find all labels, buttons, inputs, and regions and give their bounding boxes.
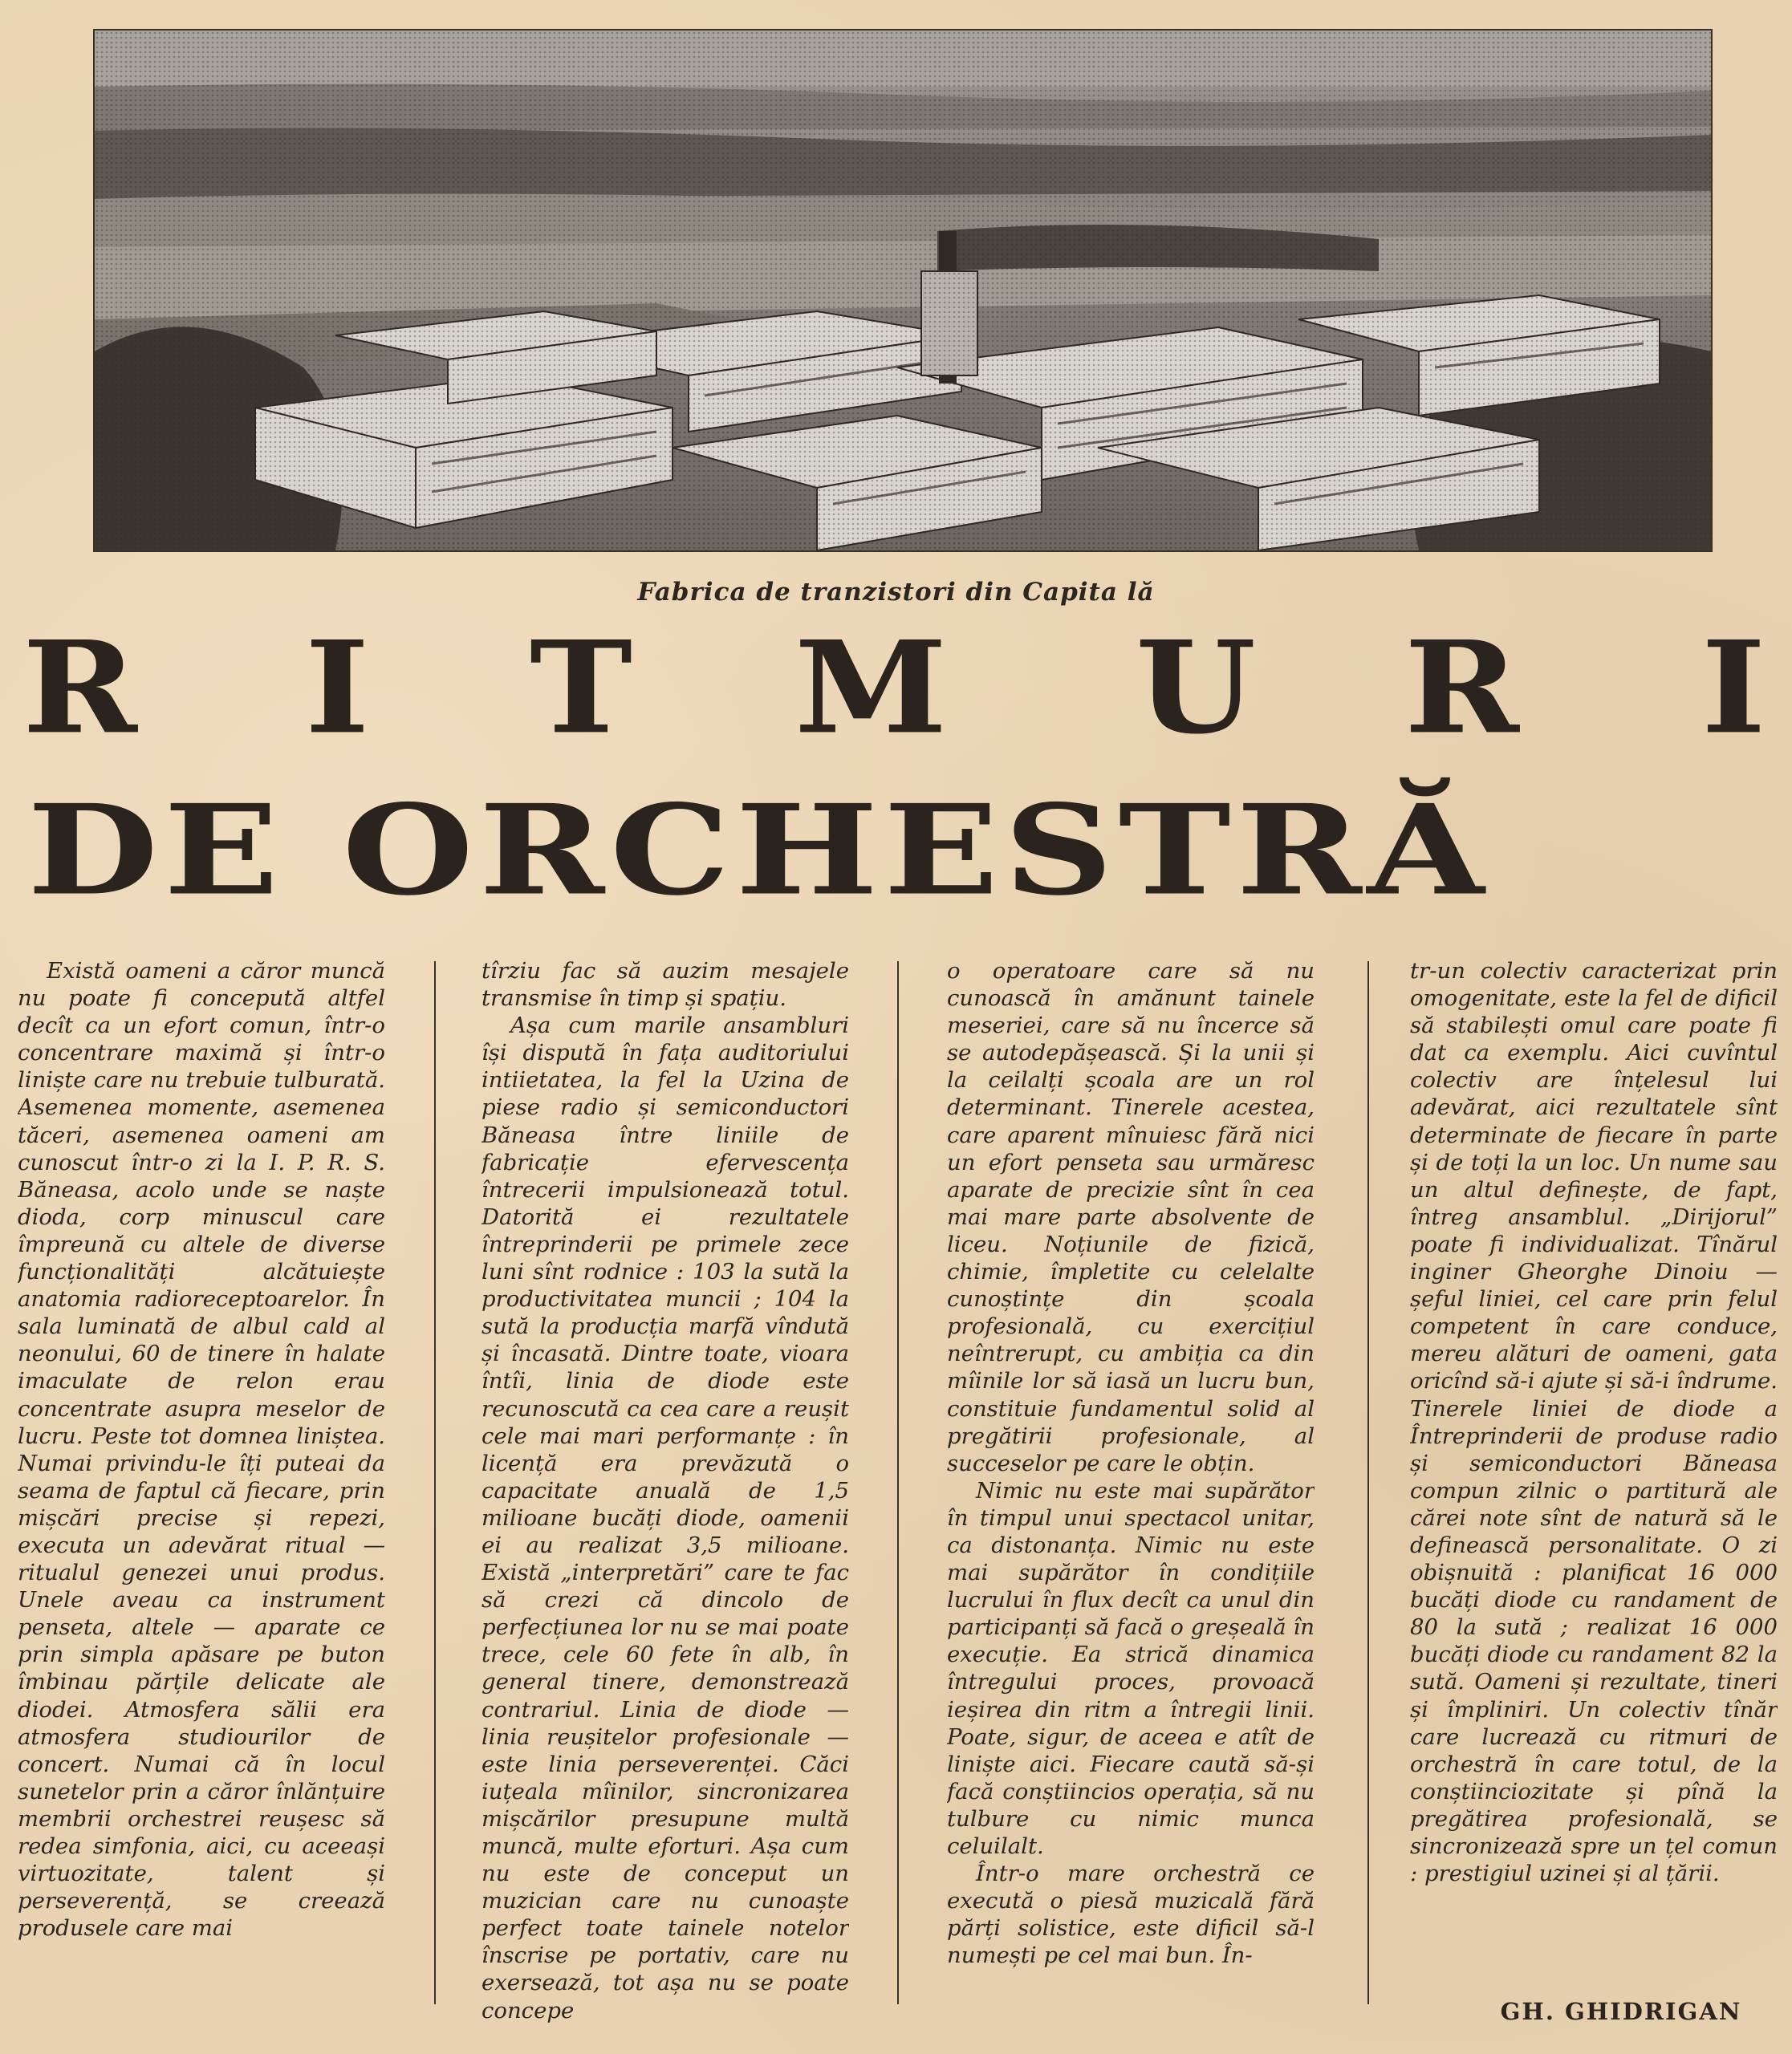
article-paragraph: Așa cum marile ansambluri își dispută în fața auditoriului intiietatea, la fel la Uzina de piese radio și semiconductori Băneasa între liniile de fabricație efervescența întrecerii impulsionează totul. Datorită ei rezultatele întreprinderii pe primele zece luni sînt rodnice : 103 la sută la productivitatea muncii ; 104 la sută la producția marfă vîndută și încasată. Dintre toate, vioara întîi, linia de diode este recunoscută ca cea care a reușit cele mai mari performanțe : în licență era prevăzută o capacitate anuală de 1,5 milioane bucăți diode, oamenii ei au realizat 3,5 milioane. Există „interpretări” care te fac să crezi că dincolo de perfecțiunea lor nu se mai poate trece, cele 60 fete în alb, în general tinere, demonstrează contrariul. Linia de diode — linia reușitelor profesionale — este linia perseverenței. Căci iuțeala mîinilor, sincronizarea mișcărilor presupune multă muncă, multe eforturi. Așa cum nu este de conceput un muzician care nu cunoaște perfect toate tainele notelor înscrise pe portativ, care nu exersează, tot așa nu se poate concepe: [482, 1013, 849, 2024]
article-paragraph: tîrziu fac să auzim mesajele transmise în timp și spațiu.: [482, 958, 849, 1012]
headline-text: DE ORCHESTRĂ: [27, 777, 1490, 923]
column-rule: [434, 961, 436, 2004]
author-byline: GH. GHIDRIGAN: [1500, 1998, 1742, 2025]
headline-letter: I: [1701, 612, 1766, 763]
column-rule: [1367, 961, 1369, 2004]
article-paragraph: Într-o mare orchestră ce execută o piesă muzicală fără părți solistice, este dificil să-l numești pe cel mai bun. În-: [947, 1861, 1315, 1969]
headline-letter: U: [1136, 612, 1256, 763]
headline-letter: R: [22, 612, 137, 763]
article-paragraph: o operatoare care să nu cunoască în amănunt tainele meseriei, care să nu încerce să se autodepășească. Și la unii și la ceilalți școala are un rol determinant. Tinerele acestea, care aparent mînuiesc fără nici un efort penseta sau urmăresc aparate de precizie sînt în cea mai mare parte absolvente de liceu. Noțiunile de fizică, chimie, împletite cu celelalte cunoștințe din școala profesională, cu exercițiul neîntrerupt, cu ambiția ca din mîinile lor să iasă un lucru bun, constituie fundamentul solid al pregătirii profesionale, al succeselor pe care le obțin.: [947, 958, 1315, 1476]
article-column-2: [482, 957, 849, 2032]
headline-letter: R: [1404, 612, 1519, 763]
article-paragraph: Nimic nu este mai supărător în timpul unui spectacol unitar, ca distonanța. Nimic nu este mai supărător în condițiile lucrului în flux decît ca unul din participanți să facă o greșeală în execuție. Ea strică dinamica întregului proces, provoacă ieșirea din ritm a întregii linii. Poate, sigur, de aceea e atît de liniște aici. Fiecare caută să-și facă conștiincios operația, să nu tulbure cu nimic munca celuilalt.: [947, 1477, 1315, 1859]
headline-letter: I: [305, 612, 370, 763]
headline-de-orchestra: [0, 777, 1792, 924]
headline-letter: M: [794, 612, 948, 763]
headline-letter: T: [530, 612, 632, 763]
factory-photo-illustration: [95, 30, 1711, 550]
photo-caption: Fabrica de tranzistori din Capita lă: [637, 578, 1155, 607]
column-rule: [897, 961, 899, 2004]
article-column-1: [18, 957, 385, 2032]
factory-aerial-photo: [93, 29, 1713, 552]
article-column-3: [947, 957, 1315, 2032]
article-paragraph: Există oameni a căror muncă nu poate fi concepută altfel decît ca un efort comun, într-o concentrare maximă și într-o liniște care nu trebuie tulburată. Asemenea momente, asemenea tăceri, asemenea oameni am cunoscut într-o zi la I. P. R. S. Băneasa, acolo unde se naște dioda, corp minuscul care împreună cu altele de diverse funcționalități alcătuiește anatomia radioreceptoarelor. În sala luminată de albul cald al neonului, 60 de tinere în halate imaculate de relon erau concentrate asupra meselor de lucru. Peste tot domnea liniștea. Numai privindu-le îți puteai da seama de faptul că fiecare, prin mișcări precise și repezi, executa un adevărat ritual — ritualul genezei unui produs. Unele aveau ca instrument penseta, altele — aparate ce prin simpla apăsare pe buton îmbinau părțile delicate ale diodei. Atmosfera sălii era atmosfera studiourilor de concert. Numai că în locul sunetelor prin a căror înlănțuire membrii orchestrei reușesc să redea simfonia, aici, cu aceeași virtuozitate, talent și perseverență, se creează produsele care mai: [18, 958, 385, 1942]
article-paragraph: tr-un colectiv caracterizat prin omogenitate, este la fel de dificil să stabilești omul care poate fi dat ca exemplu. Aici cuvîntul colectiv are înțelesul lui adevărat, aici rezultatele sînt determinate de fiecare în parte și de toți la un loc. Un nume sau un altul definește, de fapt, întreg ansamblul. „Dirijorul” poate fi individualizat. Tînărul inginer Gheorghe Dinoiu — șeful liniei, cel care prin felul competent în care conduce, mereu alături de oameni, gata oricînd să-i ajute și să-i îndrume. Tinerele liniei de diode a Întreprinderii de produse radio și semiconductori Băneasa compun zilnic o partitură ale cărei note sînt de natură să le definească personalitate. O zi obișnuită : planificat 16 000 bucăți diode cu randament de 80 la sută ; realizat 16 000 bucăți diode cu randament 82 la sută. Oameni și rezultate, tineri și împliniri. Un colectiv tînăr care lucrează cu ritmuri de orchestră în care totul, de la conștiinciozitate și pînă la pregătirea profesională, se sincronizează spre un țel comun : prestigiul uzinei și al țării.: [1410, 958, 1778, 1887]
article-column-4: [1410, 957, 1778, 1992]
headline-ritmuri: [0, 612, 1792, 763]
